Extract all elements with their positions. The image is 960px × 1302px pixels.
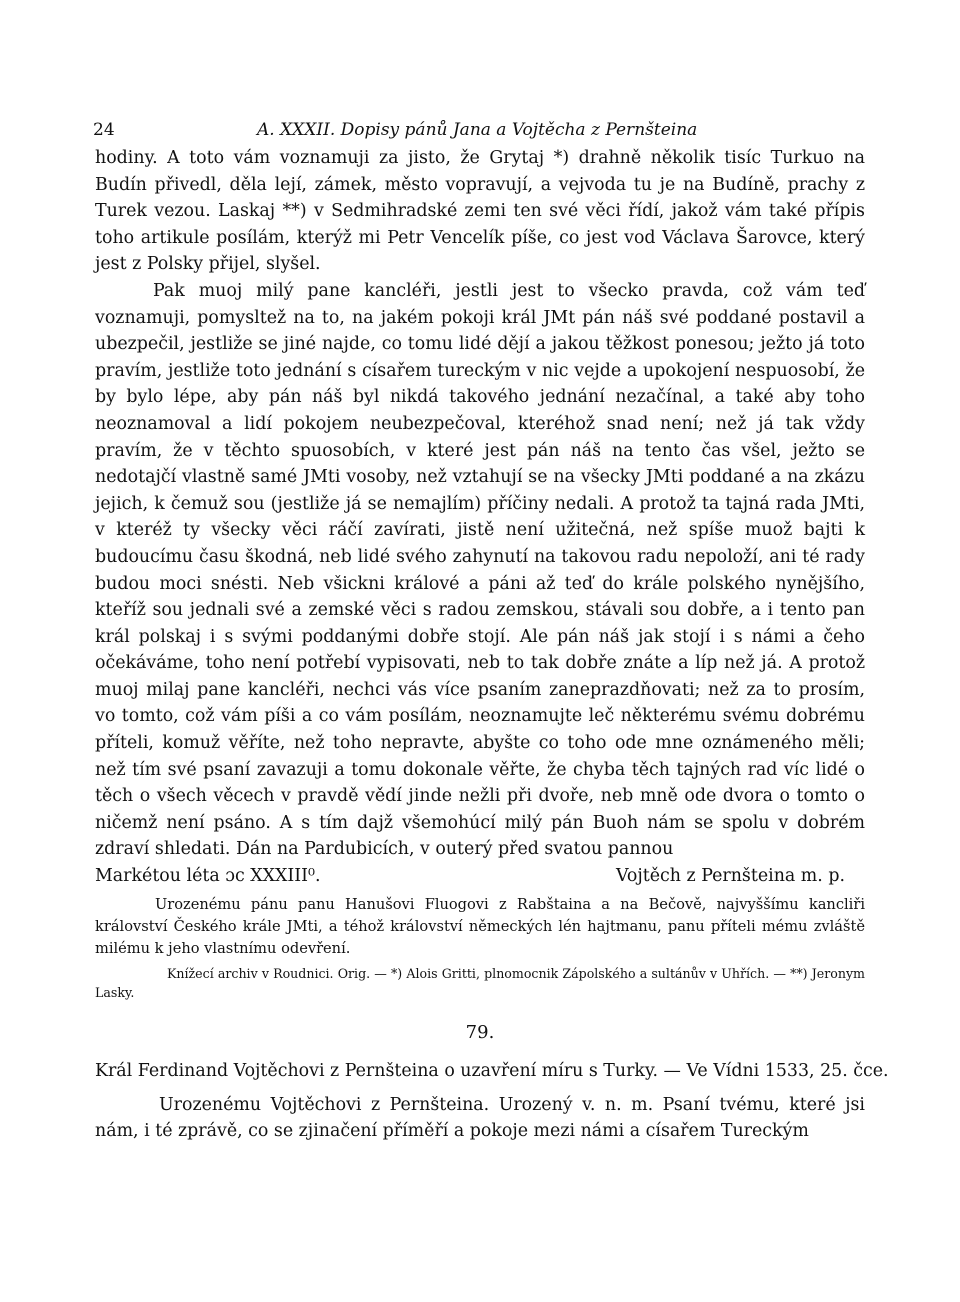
letter-paragraph-1: hodiny. A toto vám voznamuji za jisto, že Grytaj *) drahně několik tisíc Turkuo na Budín přivedl, děla lejí, zámek, město vopravují, a vejvoda tu je na Budíně, prachy z Turek vezou. Laskaj **) v Sedmihradské zemi ten své věci řídí, jakož vám také přípis toho artikule posílám, kterýž mi Petr Vencelík píše, co jest vod Václava Šarovce, který jest z Polsky přijel, slyšel. <box>95 148 865 275</box>
signature: Vojtěch z Pernšteina m. p. <box>615 866 845 887</box>
letter-address: Urozenému pánu panu Hanušovi Fluogovi z Rabštaina a na Bečově, najvyššímu kancliři království Českého krále JMti, a téhož království německých lén hajtmanu, panu příteli mému zvláště milému k jeho vlastnímu odevření. <box>95 895 865 957</box>
letter-body <box>95 145 865 863</box>
page-header <box>95 115 865 145</box>
document-opening-text: Urozenému Vojtěchovi z Pernšteina. Urozený v. n. m. Psaní tvému, které jsi nám, i té zprávě, co se zjinačení příměří a pokoje mezi námi a císařem Tureckým <box>95 1094 865 1142</box>
closing-date: Markétou léta ɔc XXXIII⁰. <box>95 866 321 887</box>
document-title: Král Ferdinand Vojtěchovi z Pernšteina o uzavření míru s Turky. — Ve Vídni 1533, 25. čce. <box>95 1060 889 1081</box>
document-number: 79. <box>465 1021 495 1043</box>
letter-closing <box>95 863 865 890</box>
book-page <box>93 115 889 1145</box>
running-title: A. XXXII. Dopisy pánů Jana a Vojtěcha z Pernšteina <box>257 120 698 140</box>
source-note: Knížecí archiv v Roudnici. Orig. — *) Alois Gritti, plnomocnik Zápolského a sultánův v Uhřích. — **) Jeronym Lasky. <box>95 965 865 1000</box>
letter-paragraph-2: Pak muoj milý pane kancléři, jestli jest to všecko pravda, což vám teď voznamuji, pomysltež na to, na jakém pokoji král JMt pán náš své poddané postavil a ubezpečil, jestliže se jiné najde, co tomu lidé dějí a jakou těžkost ponesou; ježto já toto pravím, jestliže toto jednání s císařem tureckým v nic vejde a upokojení nespuosobí, že by bylo lépe, aby pán náš byl nikdá takového jednání nezačínal, a také aby toho neoznamoval a lidí pokojem neubezpečoval, kteréhož snad není; než já tak vždy pravím, že v těchto spuosobích, v které jest pán náš na tento čas všel, ježto se nedotajčí vlastně samé JMti vosoby, než vztahují se na všecky JMti poddané a na zkázu jejich, k čemuž sou (jestliže já se nemajlím) příčiny nedali. A protož ta tajná rada JMti, v kteréž ty všecky věci ráčí zavírati, jistě není užitečná, než spíše muož bajti k budoucímu času škodná, neb lidé svého zahynutí na takovou radu nepoloží, ani té rady budou moci snésti. Neb všickni králové a páni až teď do krále polského nynějšího, kteříž sou jednali své a zemské věci s radou zemskou, stávali sou dobře, a i tento pan král polskaj i s svými poddanými dobře stojí. Ale pán náš jak stojí i s námi a čeho očekáváme, toho není potřebí vypisovati, neb to tak dobře znáte a líp než já. A protož muoj milaj pane kancléři, nechci vás více psaním zaneprazdňovati; než za to prosím, vo tomto, což vám píši a co vám posílám, neoznamujte leč některému svému dobrému příteli, komuž věříte, než toho nepravte, abyšte co toho ode mne oznámeného měli; než tím své psaní zavazuji a tomu dokonale věřte, že chyba těch tajných rad víc lidé o těch o všech věcech v pravdě vědí jinde nežli při dvoře, neb mně ode dvora o tomto o ničemž není psáno. A s tím dajž všemohúcí milý pán Buoh nám se spolu v dobrém zdraví shledati. Dán na Pardubicích, v outerý před svatou pannou <box>95 280 865 860</box>
page-number: 24 <box>93 120 115 140</box>
